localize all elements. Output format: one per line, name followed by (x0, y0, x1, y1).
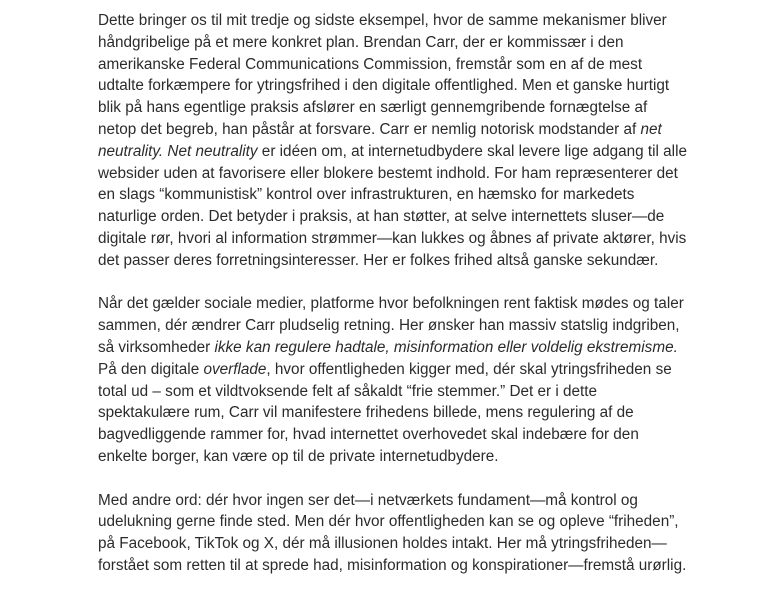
paragraph-1-text-1: Dette bringer os til mit tredje og sidste eksempel, hvor de samme mekanismer bliver håndgribelige på et mere konkret plan. Brendan Carr, der er kommissær i den amerikanske Federal Communications Commission, fremstår som en af de mest udtalte forkæmpere for ytringsfrihed i den digitale offentlighed. Men et ganske hurtigt blik på hans egentlige praksis afslører en særligt gennemgribende fornægtelse af netop det begreb, han påstår at forsvare. Carr er nemlig notorisk modstander af (98, 12, 670, 138)
paragraph-1-italic-net-neutrality: net neutrality. Net neutrality (98, 120, 662, 160)
paragraph-2-italic-regulation: ikke kan regulere hadtale, misinformation eller voldelig ekstremisme. (214, 338, 678, 356)
paragraph-3 (98, 490, 688, 577)
paragraph-2-text-1: Når det gælder sociale medier, platforme hvor befolkningen rent faktisk mødes og taler sammen, dér ændrer Carr pludselig retning. Her ønsker han massiv statslig indgriben, så virksomheder (98, 295, 684, 356)
paragraph-2-text-2: På den digitale (98, 360, 204, 378)
paragraph-2-text-3: , hvor offentligheden kigger med, dér skal ytringsfriheden se total ud – som et vildtvoksende felt af såkaldt “frie stemmer.” Det er i dette spektakulære rum, Carr vil manifestere frihedens billede, mens regulering af de bagvedliggende rammer for, hvad internettet overhovedet skal indebære for den enkelte borger, kan være op til de private internetudbydere. (98, 360, 672, 465)
paragraph-2 (98, 293, 688, 467)
paragraph-3-text-1: Med andre ord: dér hvor ingen ser det—i netværkets fundament—må kontrol og udelukning gerne finde sted. Men dér hvor offentligheden kan se og opleve “friheden”, på Facebook, TikTok og X, dér må illusionen holdes intakt. Her må ytringsfriheden—forstået som retten til at sprede had, misinformation og konspirationer—fremstå urørlig. (98, 491, 687, 574)
paragraph-1-text-2: er idéen om, at internetudbydere skal levere lige adgang til alle websider uden at favorisere eller blokere bestemt indhold. For ham repræsenterer det en slags “kommunistisk” kontrol over infrastrukturen, en hæmsko for markedets naturlige orden. Det betyder i praksis, at han støtter, at selve internettets sluser—de digitale rør, hvori al information strømmer—kan lukkes og åbnes af private aktører, hvis det passer deres forretningsinteresser. Her er folkes frihed altså ganske sekundær. (98, 142, 687, 269)
article-body (98, 10, 688, 599)
paragraph-1 (98, 10, 688, 272)
paragraph-2-italic-overflade: overflade (203, 360, 267, 378)
